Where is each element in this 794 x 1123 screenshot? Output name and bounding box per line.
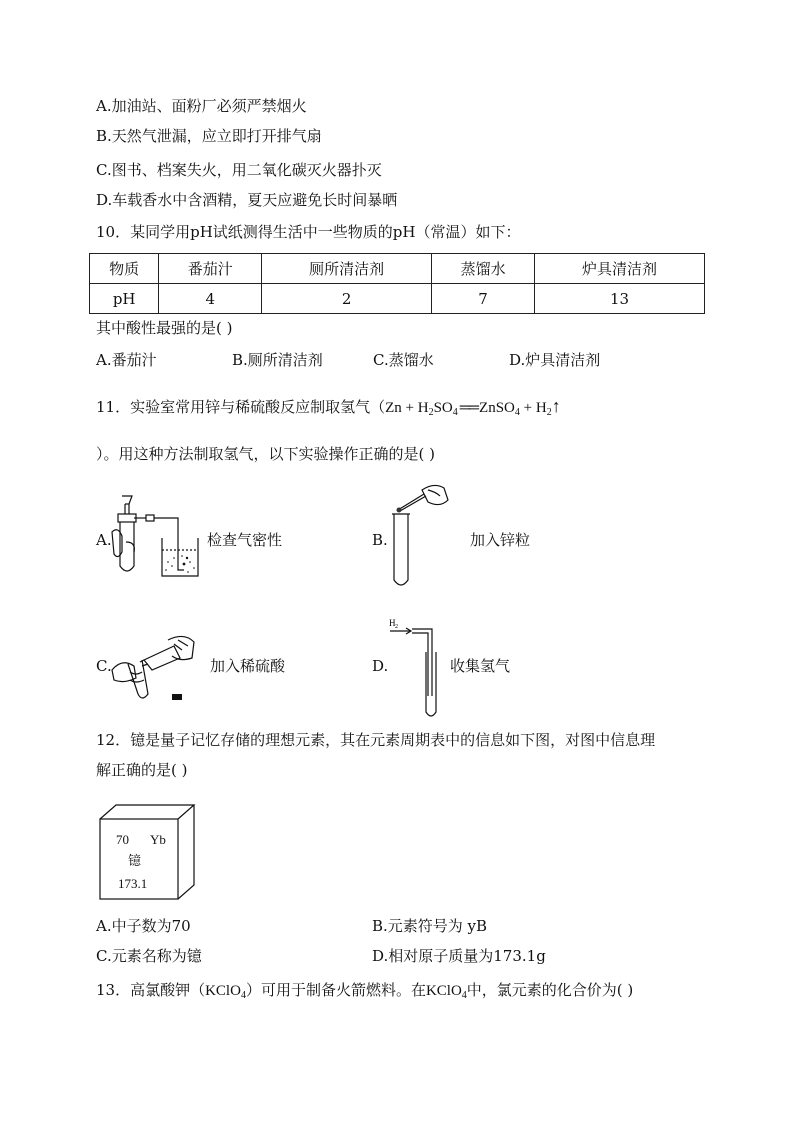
eq-sub: 4 [514, 407, 520, 418]
table-cell: 蒸馏水 [432, 254, 535, 284]
q11-stem-continued: ）。用这种方法制取氢气，以下实验操作正确的是( ) [96, 445, 435, 463]
q11-option-b-letter: B. [372, 531, 388, 549]
formula-sub: 4 [461, 990, 467, 1001]
table-header-row [90, 254, 705, 284]
eq-sub: 2 [428, 407, 434, 418]
q11-stem [96, 396, 561, 423]
q11-stem-text: 11．实验室常用锌与稀硫酸反应制取氢气（ [96, 398, 386, 416]
q12-option-d: D.相对原子质量为173.1g [372, 947, 546, 965]
eq-sub: 2 [546, 407, 552, 418]
q10-option-a: A.番茄汁 [96, 351, 157, 369]
q10-option-b: B.厕所清洁剂 [232, 351, 323, 369]
q10-stem: 10．某同学用pH试纸测得生活中一些物质的pH（常温）如下： [96, 223, 521, 241]
q11-option-b-label: 加入锌粒 [470, 531, 531, 549]
add-zinc-figure [384, 480, 454, 592]
eq-plus: + [401, 400, 418, 416]
q13-text: ）可用于制备火箭燃料。在 [245, 981, 426, 999]
eq-h: H [417, 400, 429, 416]
q13-stem [96, 980, 633, 1006]
table-cell: 4 [159, 284, 262, 314]
table-cell: 番茄汁 [159, 254, 262, 284]
eq-h: H [535, 400, 547, 416]
table-row [90, 284, 705, 314]
reaction-equation [385, 396, 561, 418]
q12-option-b: B.元素符号为 yB [372, 917, 488, 935]
h2-label: H [389, 618, 396, 628]
formula-kclo4 [205, 983, 246, 999]
eq-so: SO [433, 400, 453, 416]
h2-subscript: 2 [395, 624, 398, 630]
q11-option-d-letter: D. [372, 657, 389, 675]
q9-option-c: C.图书、档案失火，用二氧化碳灭火器扑灭 [96, 161, 382, 179]
formula-text: KClO [425, 983, 462, 999]
q9-option-a: A.加油站、面粉厂必须严禁烟火 [96, 97, 307, 115]
table-cell: pH [90, 284, 159, 314]
q12-stem-continued: 解正确的是( ) [96, 761, 188, 779]
table-cell: 13 [535, 284, 705, 314]
q12-stem: 12．镱是量子记忆存储的理想元素，其在元素周期表中的信息如下图，对图中信息理 [96, 731, 656, 749]
q11-option-a-label: 检查气密性 [207, 531, 283, 549]
atomic-mass: 173.1 [118, 876, 148, 891]
collect-hydrogen-figure [388, 616, 444, 720]
table-cell: 2 [262, 284, 432, 314]
q9-option-d: D.车载香水中含酒精，夏天应避免长时间暴晒 [96, 191, 398, 209]
q10-option-d: D.炉具清洁剂 [509, 351, 601, 369]
eq-zn: Zn [385, 400, 402, 416]
element-name: 镱 [128, 854, 142, 869]
q11-option-d-label: 收集氢气 [450, 657, 511, 675]
add-acid-figure [108, 628, 204, 704]
q13-text: 中，氯元素的化合价为( ) [466, 981, 634, 999]
element-symbol: Yb [150, 832, 166, 847]
q11-option-a-letter: A. [96, 531, 112, 549]
q9-option-b: B.天然气泄漏，应立即打开排气扇 [96, 127, 322, 145]
q12-option-c: C.元素名称为镱 [96, 947, 202, 965]
q11-option-c-label: 加入稀硫酸 [210, 657, 286, 675]
eq-equals: ══ [459, 400, 478, 416]
q12-option-a: A.中子数为70 [96, 917, 191, 935]
eq-znso: ZnSO [479, 400, 515, 416]
atomic-number: 70 [116, 832, 129, 847]
ph-table [89, 253, 705, 314]
table-cell: 炉具清洁剂 [535, 254, 705, 284]
q10-question: 其中酸性最强的是( ) [96, 319, 233, 337]
table-cell: 7 [432, 284, 535, 314]
q13-text: 13．高氯酸钾（ [96, 981, 206, 999]
formula-sub: 4 [240, 990, 246, 1001]
q11-option-c-letter: C. [96, 657, 112, 675]
eq-plus: + [519, 400, 536, 416]
formula-text: KClO [205, 983, 241, 999]
formula-kclo4 [426, 983, 467, 999]
table-cell: 物质 [90, 254, 159, 284]
q10-option-c: C.蒸馏水 [373, 351, 434, 369]
gas-arrow-icon: ↑ [551, 396, 561, 416]
airtightness-check-figure [108, 492, 204, 580]
table-cell: 厕所清洁剂 [262, 254, 432, 284]
eq-sub: 4 [452, 407, 458, 418]
